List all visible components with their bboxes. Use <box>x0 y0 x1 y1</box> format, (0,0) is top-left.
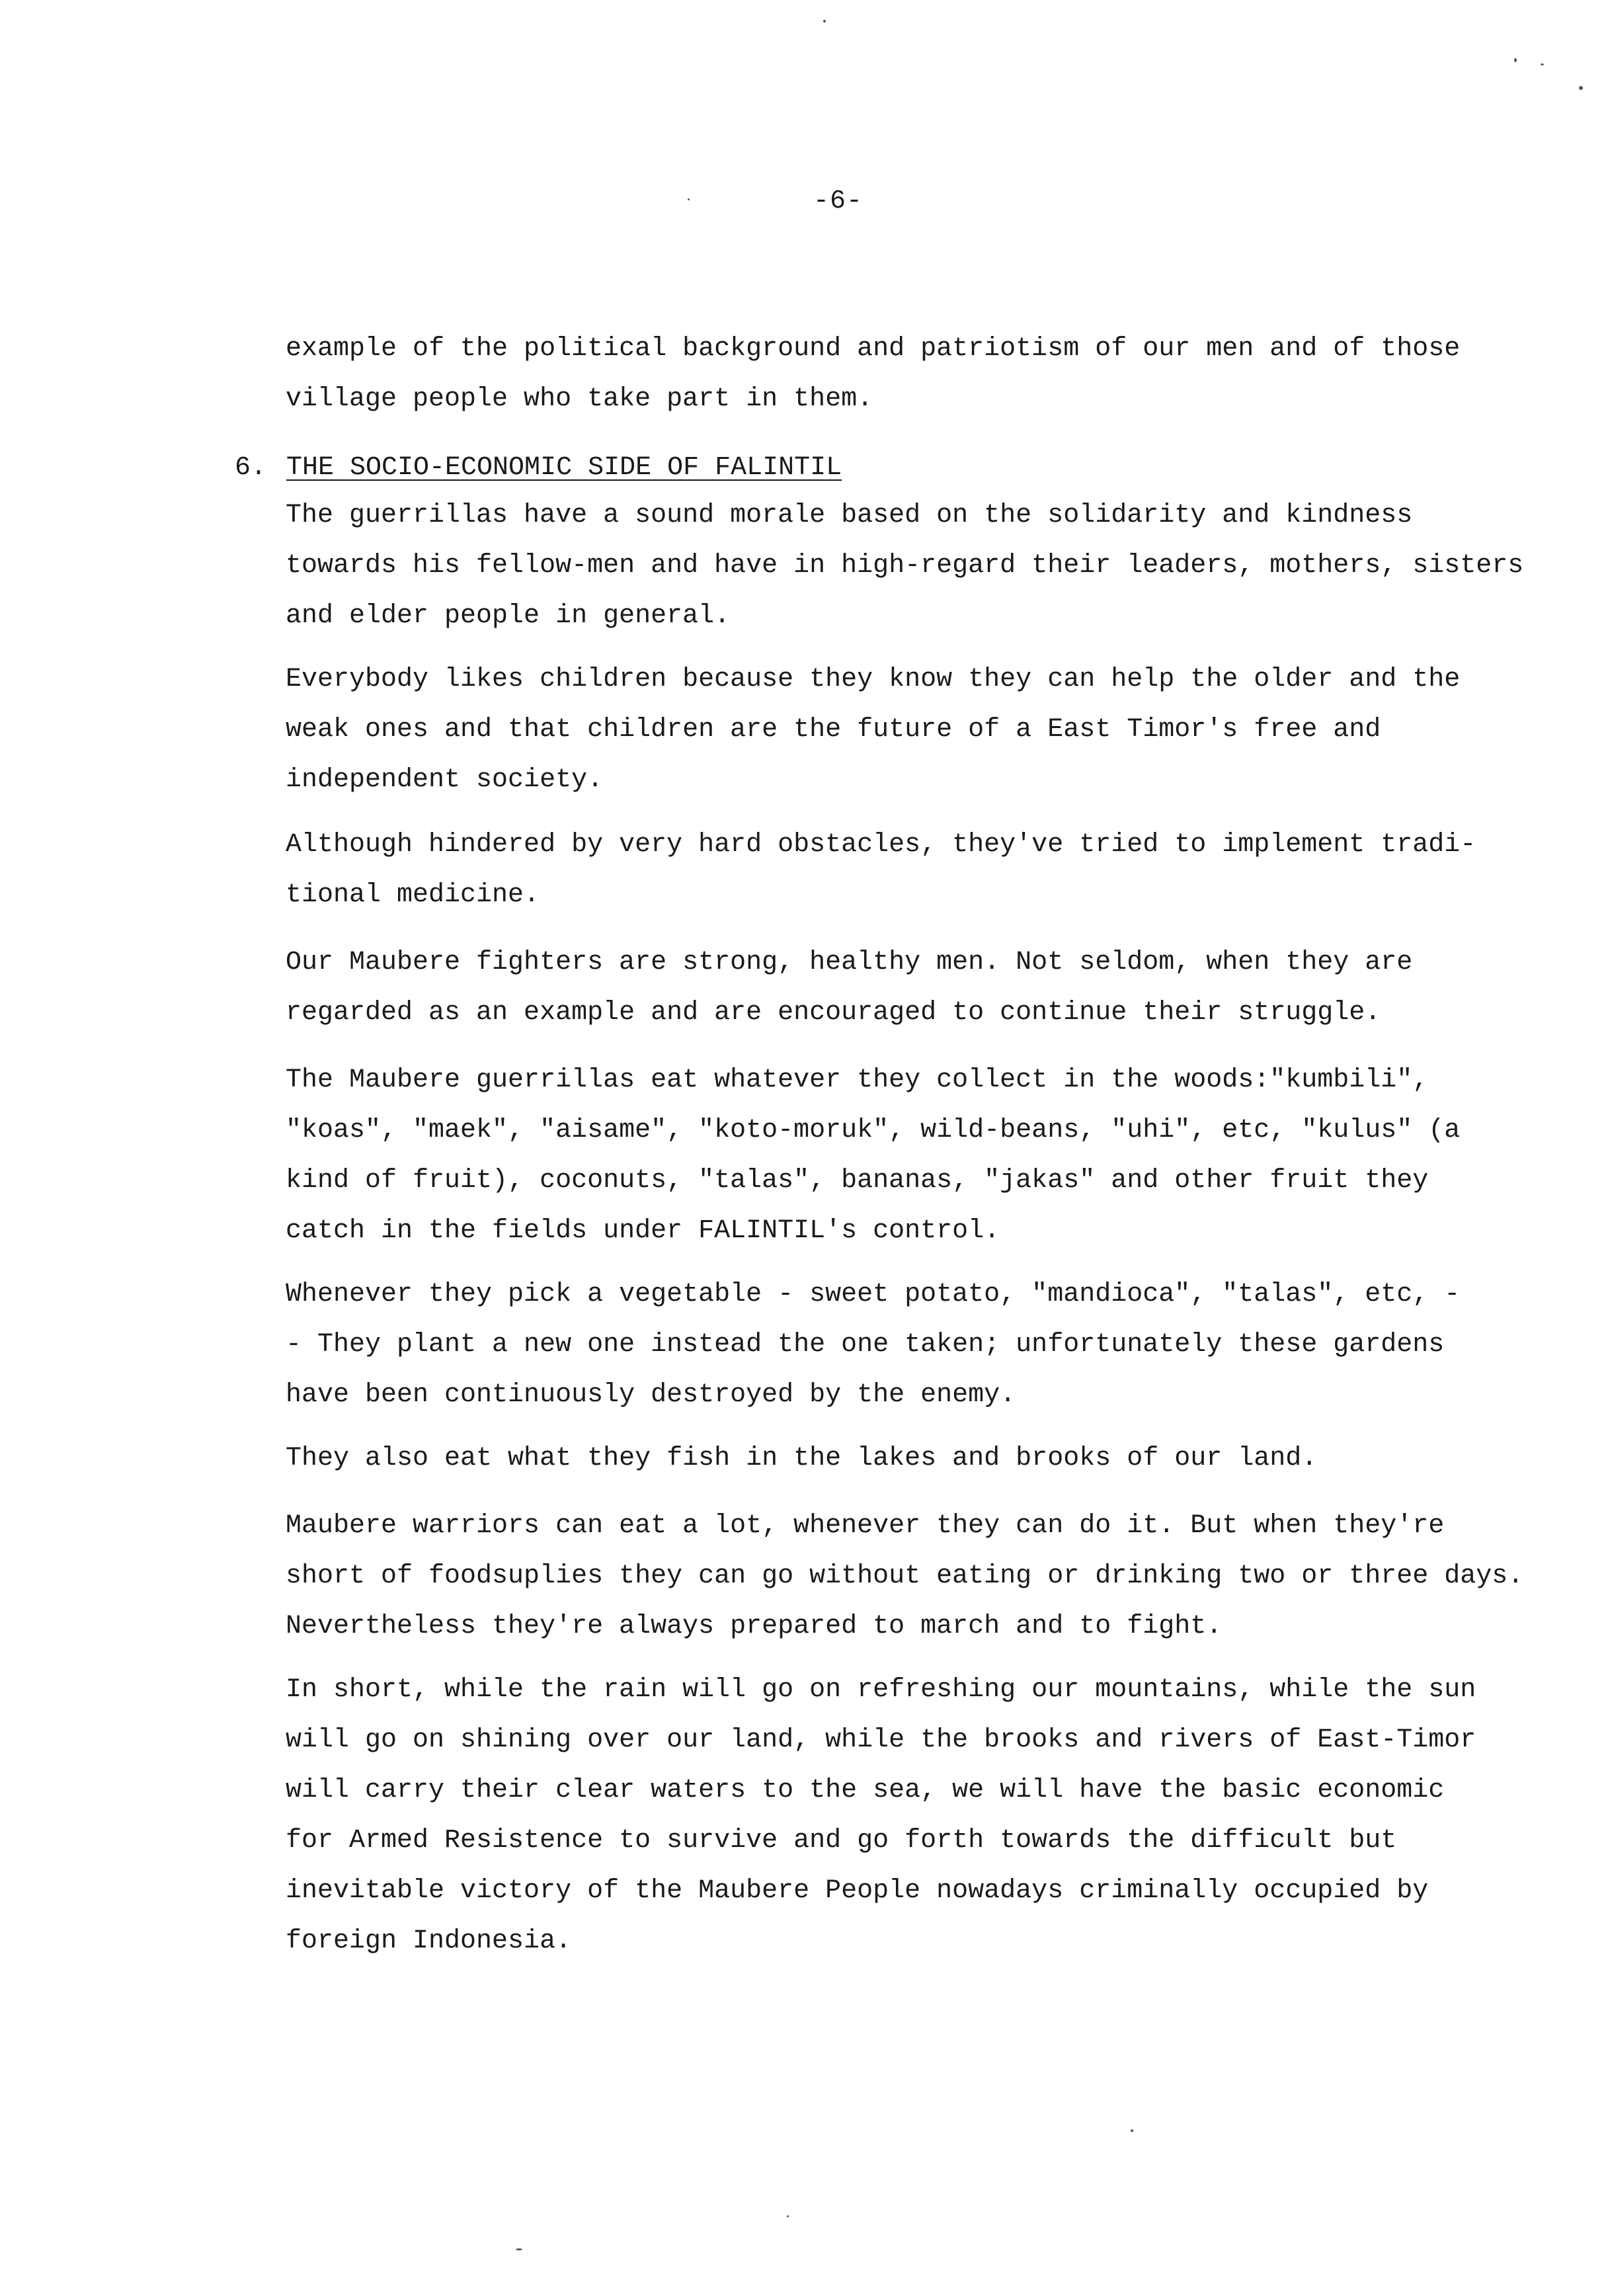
text-line: regarded as an example and are encouraged to continue their struggle. <box>286 998 1381 1028</box>
page-number: -6- <box>813 186 864 216</box>
text-line: In short, while the rain will go on refreshing our mountains, while the sun <box>286 1675 1476 1705</box>
scan-speck <box>516 2248 522 2250</box>
paragraph-conclusion <box>286 1665 1595 1967</box>
intro-paragraph <box>286 324 1595 425</box>
text-line: independent society. <box>286 765 604 795</box>
text-line: inevitable victory of the Maubere People nowadays criminally occupied by <box>286 1876 1429 1906</box>
text-line: foreign Indonesia. <box>286 1926 572 1956</box>
paragraph-medicine <box>286 820 1595 921</box>
section-title: THE SOCIO-ECONOMIC SIDE OF FALINTIL <box>286 453 842 483</box>
text-line: Although hindered by very hard obstacles, they've tried to implement tradi- <box>286 830 1476 860</box>
scan-speck <box>787 2215 789 2217</box>
text-line: kind of fruit), coconuts, "talas", bananas, "jakas" and other fruit they <box>286 1166 1429 1196</box>
text-line: for Armed Resistence to survive and go forth towards the difficult but <box>286 1826 1397 1856</box>
scan-speck <box>1514 58 1517 62</box>
paragraph-vegetables <box>286 1270 1595 1420</box>
text-line: They also eat what they fish in the lakes and brooks of our land. <box>286 1444 1318 1473</box>
paragraph-food-woods <box>286 1055 1595 1256</box>
text-line: short of foodsuplies they can go without eating or drinking two or three days. <box>286 1561 1524 1591</box>
paragraph-fighters <box>286 938 1595 1038</box>
text-line: tional medicine. <box>286 880 540 910</box>
scan-speck <box>1131 2129 1133 2132</box>
text-line: will go on shining over our land, while the brooks and rivers of East-Timor <box>286 1725 1476 1755</box>
scan-speck <box>1541 63 1544 65</box>
text-line: Nevertheless they're always prepared to march and to fight. <box>286 1612 1223 1641</box>
text-line: towards his fellow-men and have in high-regard their leaders, mothers, sisters <box>286 551 1524 581</box>
text-line: The guerrillas have a sound morale based on the solidarity and kindness <box>286 501 1413 530</box>
text-line: "koas", "maek", "aisame", "koto-moruk", wild-beans, "uhi", etc, "kulus" (a <box>286 1116 1461 1145</box>
section-number: 6. <box>235 453 267 483</box>
text-line: will carry their clear waters to the sea, we will have the basic economic <box>286 1776 1445 1805</box>
scan-speck <box>1579 86 1583 90</box>
text-line: example of the political background and patriotism of our men and of those <box>286 334 1461 364</box>
text-line: catch in the fields under FALINTIL's control. <box>286 1216 1000 1246</box>
text-line: village people who take part in them. <box>286 384 873 414</box>
text-line: - They plant a new one instead the one taken; unfortunately these gardens <box>286 1330 1445 1360</box>
scan-speck <box>823 20 826 22</box>
section-heading <box>235 443 842 493</box>
paragraph-warriors <box>286 1501 1595 1652</box>
text-line: and elder people in general. <box>286 601 731 631</box>
text-line: Our Maubere fighters are strong, healthy men. Not seldom, when they are <box>286 948 1413 977</box>
scan-speck <box>688 198 690 200</box>
text-line: Everybody likes children because they know they can help the older and the <box>286 665 1461 694</box>
text-line: weak ones and that children are the future of a East Timor's free and <box>286 715 1381 745</box>
paragraph-solidarity <box>286 491 1595 641</box>
text-line: Maubere warriors can eat a lot, whenever they can do it. But when they're <box>286 1511 1445 1541</box>
text-line: The Maubere guerrillas eat whatever they collect in the woods:"kumbili", <box>286 1065 1429 1095</box>
paragraph-fish <box>286 1434 1595 1484</box>
text-line: have been continuously destroyed by the enemy. <box>286 1380 1016 1410</box>
paragraph-children <box>286 655 1595 805</box>
text-line: Whenever they pick a vegetable - sweet potato, "mandioca", "talas", etc, - <box>286 1280 1461 1309</box>
